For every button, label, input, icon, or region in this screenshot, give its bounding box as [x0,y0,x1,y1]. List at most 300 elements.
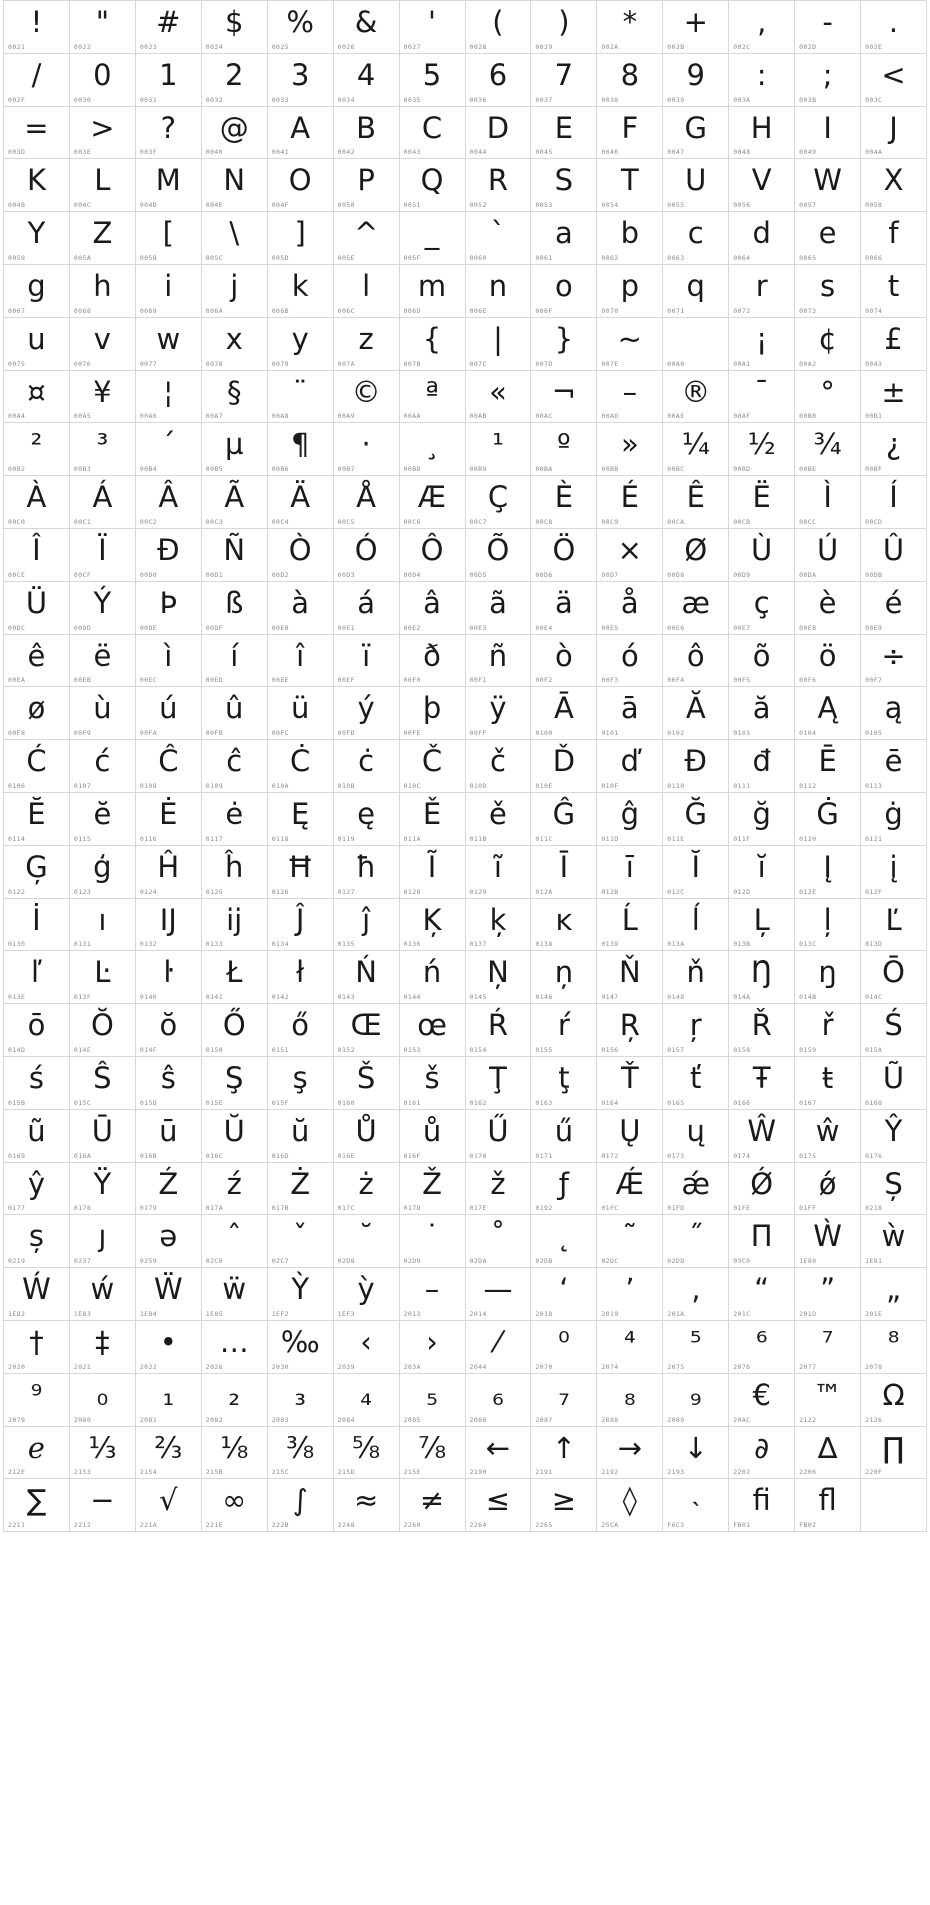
glyph-cell[interactable] [400,582,466,635]
glyph-cell[interactable] [268,1268,334,1321]
glyph-cell[interactable] [70,529,136,582]
glyph-cell[interactable] [4,265,70,318]
glyph-cell[interactable] [729,212,795,265]
glyph-cell[interactable] [202,793,268,846]
glyph-cell[interactable] [4,54,70,107]
glyph-cell[interactable] [663,318,729,371]
glyph-cell[interactable] [136,1163,202,1216]
glyph-cell[interactable] [466,635,532,688]
glyph-cell[interactable] [334,1321,400,1374]
glyph-cell[interactable] [729,899,795,952]
glyph-cell[interactable] [861,635,927,688]
glyph-cell[interactable] [4,635,70,688]
glyph-cell[interactable] [597,899,663,952]
glyph-cell[interactable] [268,1215,334,1268]
glyph-cell[interactable] [663,1215,729,1268]
glyph-cell[interactable] [136,1215,202,1268]
glyph-cell[interactable] [268,212,334,265]
glyph-cell[interactable] [136,529,202,582]
glyph-cell[interactable] [136,951,202,1004]
glyph-cell[interactable] [70,1321,136,1374]
glyph-cell[interactable] [466,1057,532,1110]
glyph-cell[interactable] [597,1057,663,1110]
glyph-cell[interactable] [861,1,927,54]
glyph-cell[interactable] [861,1163,927,1216]
glyph-cell[interactable] [531,529,597,582]
glyph-cell[interactable] [795,212,861,265]
glyph-cell[interactable] [466,1004,532,1057]
glyph-cell[interactable] [861,740,927,793]
glyph-cell[interactable] [334,1427,400,1480]
glyph-cell[interactable] [795,687,861,740]
glyph-cell[interactable] [466,582,532,635]
glyph-cell[interactable] [136,1,202,54]
glyph-cell[interactable] [202,1057,268,1110]
glyph-cell[interactable] [136,54,202,107]
glyph-cell[interactable] [466,1163,532,1216]
glyph-cell[interactable] [466,1427,532,1480]
glyph-cell[interactable] [334,476,400,529]
glyph-cell[interactable] [466,212,532,265]
glyph-cell[interactable] [597,740,663,793]
glyph-cell[interactable] [334,265,400,318]
glyph-cell[interactable] [597,476,663,529]
glyph-cell[interactable] [861,159,927,212]
glyph-cell[interactable] [400,1057,466,1110]
glyph-cell[interactable] [729,740,795,793]
glyph-cell[interactable] [4,1057,70,1110]
glyph-cell[interactable] [597,1215,663,1268]
glyph-cell[interactable] [531,1374,597,1427]
glyph-cell[interactable] [268,107,334,160]
glyph-cell[interactable] [861,423,927,476]
glyph-cell[interactable] [597,1427,663,1480]
glyph-cell[interactable] [70,899,136,952]
glyph-cell[interactable] [531,265,597,318]
glyph-cell[interactable] [663,1479,729,1532]
glyph-cell[interactable] [268,1321,334,1374]
glyph-cell[interactable] [400,1268,466,1321]
glyph-cell[interactable] [4,687,70,740]
glyph-cell[interactable] [202,899,268,952]
glyph-cell[interactable] [795,793,861,846]
glyph-cell[interactable] [531,1427,597,1480]
glyph-cell[interactable] [400,1427,466,1480]
glyph-cell[interactable] [861,476,927,529]
glyph-cell[interactable] [531,1110,597,1163]
glyph-cell[interactable] [795,159,861,212]
glyph-cell[interactable] [202,1321,268,1374]
glyph-cell[interactable] [136,635,202,688]
glyph-cell[interactable] [268,265,334,318]
glyph-cell[interactable] [663,793,729,846]
glyph-cell[interactable] [531,635,597,688]
glyph-cell[interactable] [268,1163,334,1216]
glyph-cell[interactable] [202,1427,268,1480]
glyph-cell[interactable] [597,1163,663,1216]
glyph-cell[interactable] [597,1321,663,1374]
glyph-cell[interactable] [202,159,268,212]
glyph-cell[interactable] [202,951,268,1004]
glyph-cell[interactable] [268,899,334,952]
glyph-cell[interactable] [268,1479,334,1532]
glyph-cell[interactable] [861,793,927,846]
glyph-cell[interactable] [795,265,861,318]
glyph-cell[interactable] [334,1,400,54]
glyph-cell[interactable] [70,1479,136,1532]
glyph-cell[interactable] [795,582,861,635]
glyph-cell[interactable] [70,740,136,793]
glyph-cell[interactable] [4,899,70,952]
glyph-cell[interactable] [268,1004,334,1057]
glyph-cell[interactable] [795,1163,861,1216]
glyph-cell[interactable] [70,1163,136,1216]
glyph-cell[interactable] [531,951,597,1004]
glyph-cell[interactable] [70,1215,136,1268]
glyph-cell[interactable] [400,951,466,1004]
glyph-cell[interactable] [795,318,861,371]
glyph-cell[interactable] [861,1268,927,1321]
glyph-cell[interactable] [334,793,400,846]
glyph-cell[interactable] [400,529,466,582]
glyph-cell[interactable] [729,1215,795,1268]
glyph-cell[interactable] [400,793,466,846]
glyph-cell[interactable] [466,1479,532,1532]
glyph-cell[interactable] [729,1321,795,1374]
glyph-cell[interactable] [795,1321,861,1374]
glyph-cell[interactable] [4,1004,70,1057]
glyph-cell[interactable] [400,1215,466,1268]
glyph-cell[interactable] [70,1004,136,1057]
glyph-cell[interactable] [729,1110,795,1163]
glyph-cell[interactable] [334,371,400,424]
glyph-cell[interactable] [268,423,334,476]
glyph-cell[interactable] [729,1479,795,1532]
glyph-cell[interactable] [466,159,532,212]
glyph-cell[interactable] [466,318,532,371]
glyph-cell[interactable] [597,54,663,107]
glyph-cell[interactable] [202,1004,268,1057]
glyph-cell[interactable] [531,423,597,476]
glyph-cell[interactable] [202,635,268,688]
glyph-cell[interactable] [400,1321,466,1374]
glyph-cell[interactable] [861,1110,927,1163]
glyph-cell[interactable] [400,1,466,54]
glyph-cell[interactable] [663,1110,729,1163]
glyph-cell[interactable] [202,423,268,476]
glyph-cell[interactable] [70,635,136,688]
glyph-cell[interactable] [597,107,663,160]
glyph-cell[interactable] [400,846,466,899]
glyph-cell[interactable] [334,687,400,740]
glyph-cell[interactable] [334,846,400,899]
glyph-cell[interactable] [400,265,466,318]
glyph-cell[interactable] [202,212,268,265]
glyph-cell[interactable] [400,1004,466,1057]
glyph-cell[interactable] [466,687,532,740]
glyph-cell[interactable] [268,793,334,846]
glyph-cell[interactable] [202,1268,268,1321]
glyph-cell[interactable] [334,318,400,371]
glyph-cell[interactable] [861,687,927,740]
glyph-cell[interactable] [861,1321,927,1374]
glyph-cell[interactable] [268,951,334,1004]
glyph-cell[interactable] [663,846,729,899]
glyph-cell[interactable] [400,318,466,371]
glyph-cell[interactable] [861,899,927,952]
glyph-cell[interactable] [466,899,532,952]
glyph-cell[interactable] [202,740,268,793]
glyph-cell[interactable] [861,1427,927,1480]
glyph-cell[interactable] [268,371,334,424]
glyph-cell[interactable] [466,54,532,107]
glyph-cell[interactable] [202,1,268,54]
glyph-cell[interactable] [466,1215,532,1268]
glyph-cell[interactable] [334,107,400,160]
glyph-cell[interactable] [466,265,532,318]
glyph-cell[interactable] [334,1374,400,1427]
glyph-cell[interactable] [597,1374,663,1427]
glyph-cell[interactable] [4,1479,70,1532]
glyph-cell[interactable] [70,54,136,107]
glyph-cell[interactable] [136,107,202,160]
glyph-cell[interactable] [795,107,861,160]
glyph-cell[interactable] [268,582,334,635]
glyph-cell[interactable] [268,1110,334,1163]
glyph-cell[interactable] [597,1479,663,1532]
glyph-cell[interactable] [861,1057,927,1110]
glyph-cell[interactable] [400,159,466,212]
glyph-cell[interactable] [70,371,136,424]
glyph-cell[interactable] [70,1057,136,1110]
glyph-cell[interactable] [795,476,861,529]
glyph-cell[interactable] [268,529,334,582]
glyph-cell[interactable] [4,1110,70,1163]
glyph-cell[interactable] [531,1479,597,1532]
glyph-cell[interactable] [466,476,532,529]
glyph-cell[interactable] [202,371,268,424]
glyph-cell[interactable] [136,1268,202,1321]
glyph-cell[interactable] [136,899,202,952]
glyph-cell[interactable] [729,54,795,107]
glyph-cell[interactable] [70,846,136,899]
glyph-cell[interactable] [729,1427,795,1480]
glyph-cell[interactable] [795,1374,861,1427]
glyph-cell[interactable] [4,212,70,265]
glyph-cell[interactable] [202,582,268,635]
glyph-cell[interactable] [663,1,729,54]
glyph-cell[interactable] [70,423,136,476]
glyph-cell[interactable] [70,1374,136,1427]
glyph-cell[interactable] [268,1057,334,1110]
glyph-cell[interactable] [663,1004,729,1057]
glyph-cell[interactable] [795,529,861,582]
glyph-cell[interactable] [597,159,663,212]
glyph-cell[interactable] [4,740,70,793]
glyph-cell[interactable] [729,476,795,529]
glyph-cell[interactable] [597,635,663,688]
glyph-cell[interactable] [136,1321,202,1374]
glyph-cell[interactable] [202,1374,268,1427]
glyph-cell[interactable] [795,1004,861,1057]
glyph-cell[interactable] [729,423,795,476]
glyph-cell[interactable] [861,846,927,899]
glyph-cell[interactable] [795,1268,861,1321]
glyph-cell[interactable] [729,265,795,318]
glyph-cell[interactable] [597,951,663,1004]
glyph-cell[interactable] [70,1110,136,1163]
glyph-cell[interactable] [663,582,729,635]
glyph-cell[interactable] [861,1374,927,1427]
glyph-cell[interactable] [70,1,136,54]
glyph-cell[interactable] [202,1215,268,1268]
glyph-cell[interactable] [795,1110,861,1163]
glyph-cell[interactable] [400,1479,466,1532]
glyph-cell[interactable] [136,1427,202,1480]
glyph-cell[interactable] [136,212,202,265]
glyph-cell[interactable] [334,54,400,107]
glyph-cell[interactable] [729,687,795,740]
glyph-cell[interactable] [795,846,861,899]
glyph-cell[interactable] [70,107,136,160]
glyph-cell[interactable] [4,1,70,54]
glyph-cell[interactable] [268,1,334,54]
glyph-cell[interactable] [531,54,597,107]
glyph-cell[interactable] [663,899,729,952]
glyph-cell[interactable] [663,1268,729,1321]
glyph-cell[interactable] [4,1163,70,1216]
glyph-cell[interactable] [729,793,795,846]
glyph-cell[interactable] [400,687,466,740]
glyph-cell[interactable] [70,159,136,212]
glyph-cell[interactable] [466,1374,532,1427]
glyph-cell[interactable] [663,951,729,1004]
glyph-cell[interactable] [70,951,136,1004]
glyph-cell[interactable] [861,107,927,160]
glyph-cell[interactable] [334,159,400,212]
glyph-cell[interactable] [268,159,334,212]
glyph-cell[interactable] [400,1163,466,1216]
glyph-cell[interactable] [70,476,136,529]
glyph-cell[interactable] [334,1268,400,1321]
glyph-cell[interactable] [136,1004,202,1057]
glyph-cell[interactable] [597,793,663,846]
glyph-cell[interactable] [466,423,532,476]
glyph-cell[interactable] [597,846,663,899]
glyph-cell[interactable] [466,1,532,54]
glyph-cell[interactable] [4,1268,70,1321]
glyph-cell[interactable] [729,582,795,635]
glyph-cell[interactable] [70,687,136,740]
glyph-cell[interactable] [202,529,268,582]
glyph-cell[interactable] [663,740,729,793]
glyph-cell[interactable] [268,687,334,740]
glyph-cell[interactable] [466,740,532,793]
glyph-cell[interactable] [729,107,795,160]
glyph-cell[interactable] [597,529,663,582]
glyph-cell[interactable] [531,159,597,212]
glyph-cell[interactable] [795,1427,861,1480]
glyph-cell[interactable] [729,846,795,899]
glyph-cell[interactable] [663,1427,729,1480]
glyph-cell[interactable] [861,265,927,318]
glyph-cell[interactable] [136,846,202,899]
glyph-cell[interactable] [861,212,927,265]
glyph-cell[interactable] [400,1110,466,1163]
glyph-cell[interactable] [4,529,70,582]
glyph-cell[interactable] [70,582,136,635]
glyph-cell[interactable] [597,318,663,371]
glyph-cell[interactable] [795,740,861,793]
glyph-cell[interactable] [663,212,729,265]
glyph-cell[interactable] [334,635,400,688]
glyph-cell[interactable] [400,635,466,688]
glyph-cell[interactable] [597,687,663,740]
glyph-cell[interactable] [466,529,532,582]
glyph-cell[interactable] [597,212,663,265]
glyph-cell[interactable] [136,793,202,846]
glyph-cell[interactable] [663,371,729,424]
glyph-cell[interactable] [597,423,663,476]
glyph-cell[interactable] [4,1321,70,1374]
glyph-cell[interactable] [400,740,466,793]
glyph-cell[interactable] [70,265,136,318]
glyph-cell[interactable] [202,846,268,899]
glyph-cell[interactable] [729,1268,795,1321]
glyph-cell[interactable] [70,1427,136,1480]
glyph-cell[interactable] [861,951,927,1004]
glyph-cell[interactable] [466,1110,532,1163]
glyph-cell[interactable] [4,846,70,899]
glyph-cell[interactable] [202,265,268,318]
glyph-cell[interactable] [663,1321,729,1374]
glyph-cell[interactable] [268,740,334,793]
glyph-cell[interactable] [795,1057,861,1110]
glyph-cell[interactable] [334,740,400,793]
glyph-cell[interactable] [334,529,400,582]
glyph-cell[interactable] [466,846,532,899]
glyph-cell[interactable] [531,1,597,54]
glyph-cell[interactable] [334,582,400,635]
glyph-cell[interactable] [136,740,202,793]
glyph-cell[interactable] [4,951,70,1004]
glyph-cell[interactable] [531,1057,597,1110]
glyph-cell[interactable] [334,1057,400,1110]
glyph-cell[interactable] [597,1004,663,1057]
glyph-cell[interactable] [4,582,70,635]
glyph-cell[interactable] [400,423,466,476]
glyph-cell[interactable] [597,265,663,318]
glyph-cell[interactable] [268,846,334,899]
glyph-cell[interactable] [531,687,597,740]
glyph-cell[interactable] [136,1057,202,1110]
glyph-cell[interactable] [400,212,466,265]
glyph-cell[interactable] [136,265,202,318]
glyph-cell[interactable] [795,899,861,952]
glyph-cell[interactable] [136,687,202,740]
glyph-cell[interactable] [531,476,597,529]
glyph-cell[interactable] [861,371,927,424]
glyph-cell[interactable] [597,1110,663,1163]
glyph-cell[interactable] [729,1374,795,1427]
glyph-cell[interactable] [334,1163,400,1216]
glyph-cell[interactable] [4,107,70,160]
glyph-cell[interactable] [268,476,334,529]
glyph-cell[interactable] [136,476,202,529]
glyph-cell[interactable] [729,1,795,54]
glyph-cell[interactable] [729,1163,795,1216]
glyph-cell[interactable] [663,265,729,318]
